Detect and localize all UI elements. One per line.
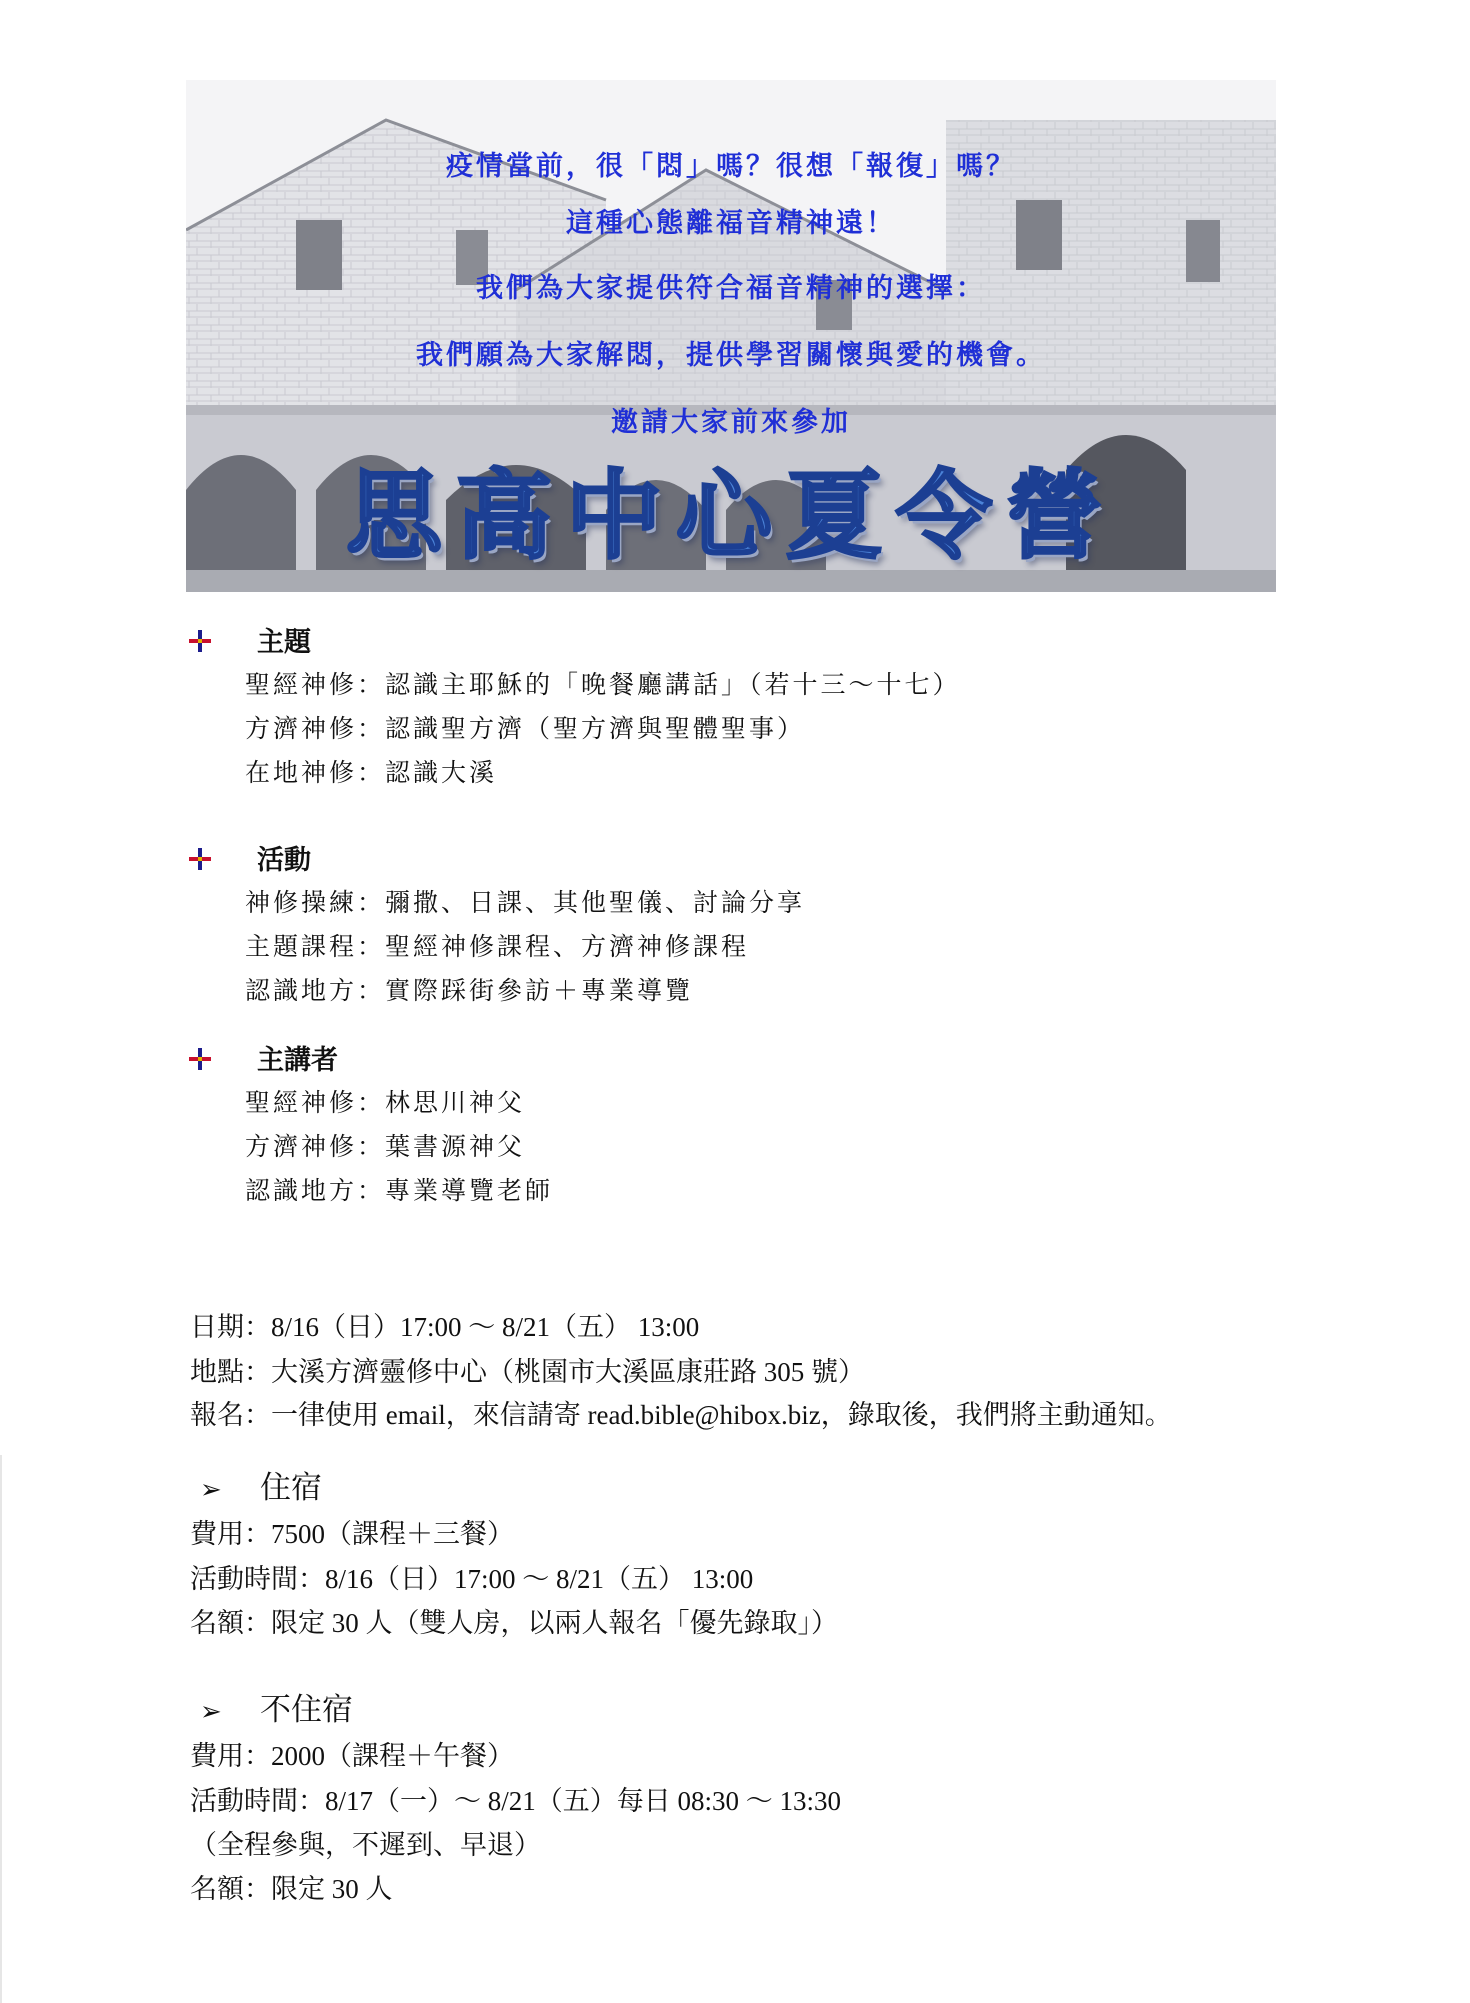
page-edge-line [0, 1455, 2, 2003]
event-registration: 報名：一律使用 email，來信請寄 read.bible@hibox.biz，錄取後，我們將主動通知。 [190, 1400, 1172, 1430]
section-line: 主題課程：聖經神修課程、方濟神修課程 [245, 932, 750, 961]
no-lodging-line: 名額：限定 30 人 [190, 1874, 393, 1904]
banner [186, 80, 1276, 592]
section-heading: 主題 [257, 627, 311, 658]
section-theme [186, 623, 961, 795]
section-line: 方濟神修：認識聖方濟（聖方濟與聖體聖事） [245, 714, 806, 743]
banner-line-1: 疫情當前，很「悶」嗎？很想「報復」嗎？ [446, 151, 1016, 182]
lodging-heading-label: 住宿 [260, 1470, 322, 1506]
lodging-line: 名額：限定 30 人（雙人房，以兩人報名「優先錄取」） [190, 1608, 838, 1638]
section-speakers [186, 1041, 553, 1213]
banner-line-5: 邀請大家前來參加 [611, 407, 851, 438]
section-line: 認識地方：專業導覽老師 [245, 1176, 554, 1205]
no-lodging-line: 活動時間：8/17（一）～ 8/21（五）每日 08:30 ～ 13:30 [190, 1786, 842, 1816]
cross-bullet-icon [188, 1047, 212, 1071]
section-line: 聖經神修：認識主耶穌的「晚餐廳講話」（若十三～十七） [245, 670, 961, 699]
section-line: 聖經神修：林思川神父 [245, 1088, 526, 1117]
section-heading: 活動 [257, 845, 311, 876]
cross-bullet-icon [188, 847, 212, 871]
event-location: 地點：大溪方濟靈修中心（桃園市大溪區康莊路 305 號） [190, 1357, 865, 1387]
banner-line-3: 我們為大家提供符合福音精神的選擇： [476, 273, 986, 304]
no-lodging-heading-label: 不住宿 [260, 1692, 353, 1728]
no-lodging-heading [200, 1688, 353, 1735]
section-line: 認識地方：實際踩街參訪＋專業導覽 [245, 976, 694, 1005]
banner-title: 思高中心夏令營 [346, 460, 1116, 572]
arrowhead-icon: ➢ [200, 1475, 222, 1505]
cross-bullet-icon [188, 629, 212, 653]
lodging-line: 費用：7500（課程＋三餐） [190, 1519, 514, 1549]
no-lodging-line: （全程參與，不遲到、早退） [190, 1830, 541, 1860]
section-line: 方濟神修：葉書源神父 [245, 1132, 526, 1161]
lodging-line: 活動時間：8/16（日）17:00 ～ 8/21（五） 13:00 [190, 1564, 754, 1594]
lodging-heading [200, 1466, 322, 1513]
no-lodging-line: 費用：2000（課程＋午餐） [190, 1741, 514, 1771]
section-line: 在地神修：認識大溪 [245, 758, 498, 787]
section-heading: 主講者 [257, 1045, 338, 1076]
event-date: 日期：8/16（日）17:00 ～ 8/21（五） 13:00 [190, 1312, 700, 1342]
arrowhead-icon: ➢ [200, 1697, 222, 1727]
section-line: 神修操練：彌撒、日課、其他聖儀、討論分享 [245, 888, 806, 917]
section-activities [186, 841, 805, 1013]
banner-line-4: 我們願為大家解悶，提供學習關懷與愛的機會。 [416, 340, 1046, 371]
banner-line-2: 這種心態離福音精神遠！ [566, 208, 896, 239]
